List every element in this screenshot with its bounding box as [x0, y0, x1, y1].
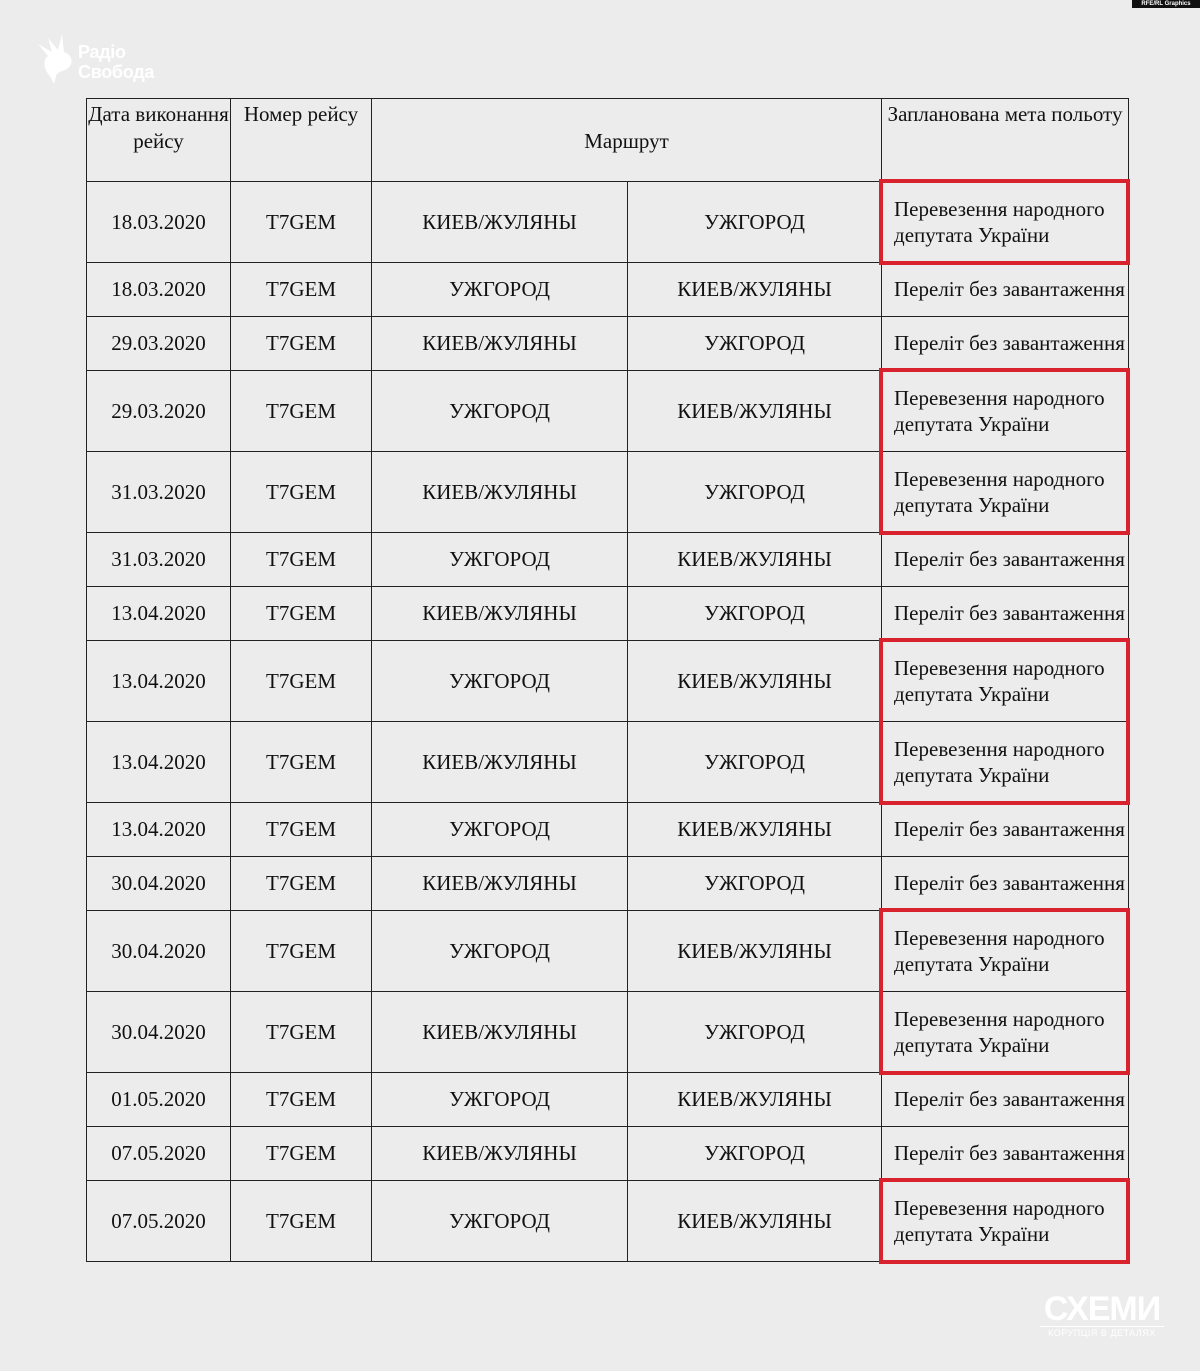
- cell-purpose: Переліт без завантаження: [882, 587, 1129, 641]
- cell-route-to: КИЕВ/ЖУЛЯНЫ: [628, 911, 882, 992]
- cell-purpose: Переліт без завантаження: [882, 1127, 1129, 1181]
- cell-purpose: Перевезення народного депутата України: [882, 1181, 1129, 1262]
- cell-date: 31.03.2020: [87, 452, 231, 533]
- cell-route-from: УЖГОРОД: [372, 1181, 628, 1262]
- cell-flight: T7GEM: [231, 641, 372, 722]
- cell-flight: T7GEM: [231, 803, 372, 857]
- table-row: [87, 1073, 1129, 1127]
- cell-route-to: КИЕВ/ЖУЛЯНЫ: [628, 371, 882, 452]
- cell-route-from: КИЕВ/ЖУЛЯНЫ: [372, 992, 628, 1073]
- cell-date: 07.05.2020: [87, 1181, 231, 1262]
- header-flight: Номер рейсу: [231, 99, 372, 182]
- cell-flight: T7GEM: [231, 1073, 372, 1127]
- bird-icon: [34, 30, 78, 86]
- cell-purpose: Переліт без завантаження: [882, 263, 1129, 317]
- header-purpose: Запланована мета польоту: [882, 99, 1129, 182]
- cell-flight: T7GEM: [231, 1181, 372, 1262]
- cell-route-to: УЖГОРОД: [628, 1127, 882, 1181]
- cell-route-from: УЖГОРОД: [372, 641, 628, 722]
- schemy-watermark: [1040, 1292, 1164, 1339]
- schemy-title: СХЕМИ: [1043, 1290, 1161, 1328]
- cell-date: 29.03.2020: [87, 371, 231, 452]
- cell-route-to: КИЕВ/ЖУЛЯНЫ: [628, 1181, 882, 1262]
- cell-route-from: УЖГОРОД: [372, 533, 628, 587]
- cell-date: 31.03.2020: [87, 533, 231, 587]
- table-row: [87, 317, 1129, 371]
- cell-date: 13.04.2020: [87, 722, 231, 803]
- cell-purpose: Переліт без завантаження: [882, 1073, 1129, 1127]
- cell-date: 13.04.2020: [87, 641, 231, 722]
- cell-purpose: Перевезення народного депутата України: [882, 371, 1129, 452]
- table-row: [87, 587, 1129, 641]
- logo-line2: Свобода: [78, 62, 155, 82]
- cell-purpose: Перевезення народного депутата України: [882, 722, 1129, 803]
- cell-route-to: УЖГОРОД: [628, 452, 882, 533]
- header-date: Дата виконання рейсу: [87, 99, 231, 182]
- cell-purpose: Перевезення народного депутата України: [882, 911, 1129, 992]
- logo-line1: Радіо: [78, 42, 126, 62]
- cell-flight: T7GEM: [231, 263, 372, 317]
- cell-purpose: Переліт без завантаження: [882, 803, 1129, 857]
- cell-route-from: КИЕВ/ЖУЛЯНЫ: [372, 1127, 628, 1181]
- cell-flight: T7GEM: [231, 182, 372, 263]
- cell-date: 29.03.2020: [87, 317, 231, 371]
- cell-purpose: Перевезення народного депутата України: [882, 992, 1129, 1073]
- schemy-subtitle: КОРУПЦІЯ В ДЕТАЛЯХ: [1040, 1326, 1164, 1339]
- cell-route-from: УЖГОРОД: [372, 1073, 628, 1127]
- cell-date: 30.04.2020: [87, 992, 231, 1073]
- cell-route-from: УЖГОРОД: [372, 263, 628, 317]
- table-row: [87, 803, 1129, 857]
- cell-route-from: КИЕВ/ЖУЛЯНЫ: [372, 317, 628, 371]
- cell-flight: T7GEM: [231, 587, 372, 641]
- cell-purpose: Переліт без завантаження: [882, 317, 1129, 371]
- cell-route-to: КИЕВ/ЖУЛЯНЫ: [628, 1073, 882, 1127]
- cell-purpose: Перевезення народного депутата України: [882, 641, 1129, 722]
- header-route: Маршрут: [372, 99, 882, 182]
- cell-flight: T7GEM: [231, 371, 372, 452]
- highlight-box: [879, 908, 1130, 1075]
- cell-route-from: КИЕВ/ЖУЛЯНЫ: [372, 857, 628, 911]
- cell-flight: T7GEM: [231, 533, 372, 587]
- cell-date: 18.03.2020: [87, 263, 231, 317]
- graphics-credit: RFE/RL Graphics: [1132, 0, 1200, 8]
- table-header-row: [87, 99, 1129, 182]
- table-row: [87, 857, 1129, 911]
- cell-route-to: КИЕВ/ЖУЛЯНЫ: [628, 263, 882, 317]
- cell-date: 07.05.2020: [87, 1127, 231, 1181]
- cell-route-to: УЖГОРОД: [628, 317, 882, 371]
- cell-route-from: КИЕВ/ЖУЛЯНЫ: [372, 722, 628, 803]
- cell-flight: T7GEM: [231, 1127, 372, 1181]
- cell-flight: T7GEM: [231, 317, 372, 371]
- highlight-box: [879, 638, 1130, 805]
- table-row: [87, 263, 1129, 317]
- cell-flight: T7GEM: [231, 992, 372, 1073]
- table-row: [87, 1127, 1129, 1181]
- cell-route-to: КИЕВ/ЖУЛЯНЫ: [628, 803, 882, 857]
- cell-route-from: УЖГОРОД: [372, 803, 628, 857]
- cell-date: 30.04.2020: [87, 857, 231, 911]
- highlight-box: [879, 368, 1130, 535]
- highlight-box: [879, 1178, 1130, 1264]
- cell-route-to: УЖГОРОД: [628, 587, 882, 641]
- radio-svoboda-logo: [34, 30, 174, 90]
- cell-route-from: УЖГОРОД: [372, 911, 628, 992]
- cell-flight: T7GEM: [231, 911, 372, 992]
- cell-flight: T7GEM: [231, 722, 372, 803]
- cell-purpose: Перевезення народного депутата України: [882, 452, 1129, 533]
- cell-purpose: Перевезення народного депутата України: [882, 182, 1129, 263]
- highlight-box: [879, 179, 1130, 265]
- cell-date: 13.04.2020: [87, 803, 231, 857]
- cell-route-from: КИЕВ/ЖУЛЯНЫ: [372, 452, 628, 533]
- cell-route-to: УЖГОРОД: [628, 857, 882, 911]
- table-row: [87, 533, 1129, 587]
- cell-purpose: Переліт без завантаження: [882, 533, 1129, 587]
- cell-date: 18.03.2020: [87, 182, 231, 263]
- cell-date: 13.04.2020: [87, 587, 231, 641]
- cell-route-from: УЖГОРОД: [372, 371, 628, 452]
- cell-flight: T7GEM: [231, 452, 372, 533]
- cell-purpose: Переліт без завантаження: [882, 857, 1129, 911]
- cell-route-to: КИЕВ/ЖУЛЯНЫ: [628, 533, 882, 587]
- cell-route-to: УЖГОРОД: [628, 992, 882, 1073]
- cell-route-from: КИЕВ/ЖУЛЯНЫ: [372, 587, 628, 641]
- cell-route-to: УЖГОРОД: [628, 722, 882, 803]
- cell-route-to: КИЕВ/ЖУЛЯНЫ: [628, 641, 882, 722]
- cell-date: 01.05.2020: [87, 1073, 231, 1127]
- cell-route-to: УЖГОРОД: [628, 182, 882, 263]
- cell-date: 30.04.2020: [87, 911, 231, 992]
- cell-flight: T7GEM: [231, 857, 372, 911]
- cell-route-from: КИЕВ/ЖУЛЯНЫ: [372, 182, 628, 263]
